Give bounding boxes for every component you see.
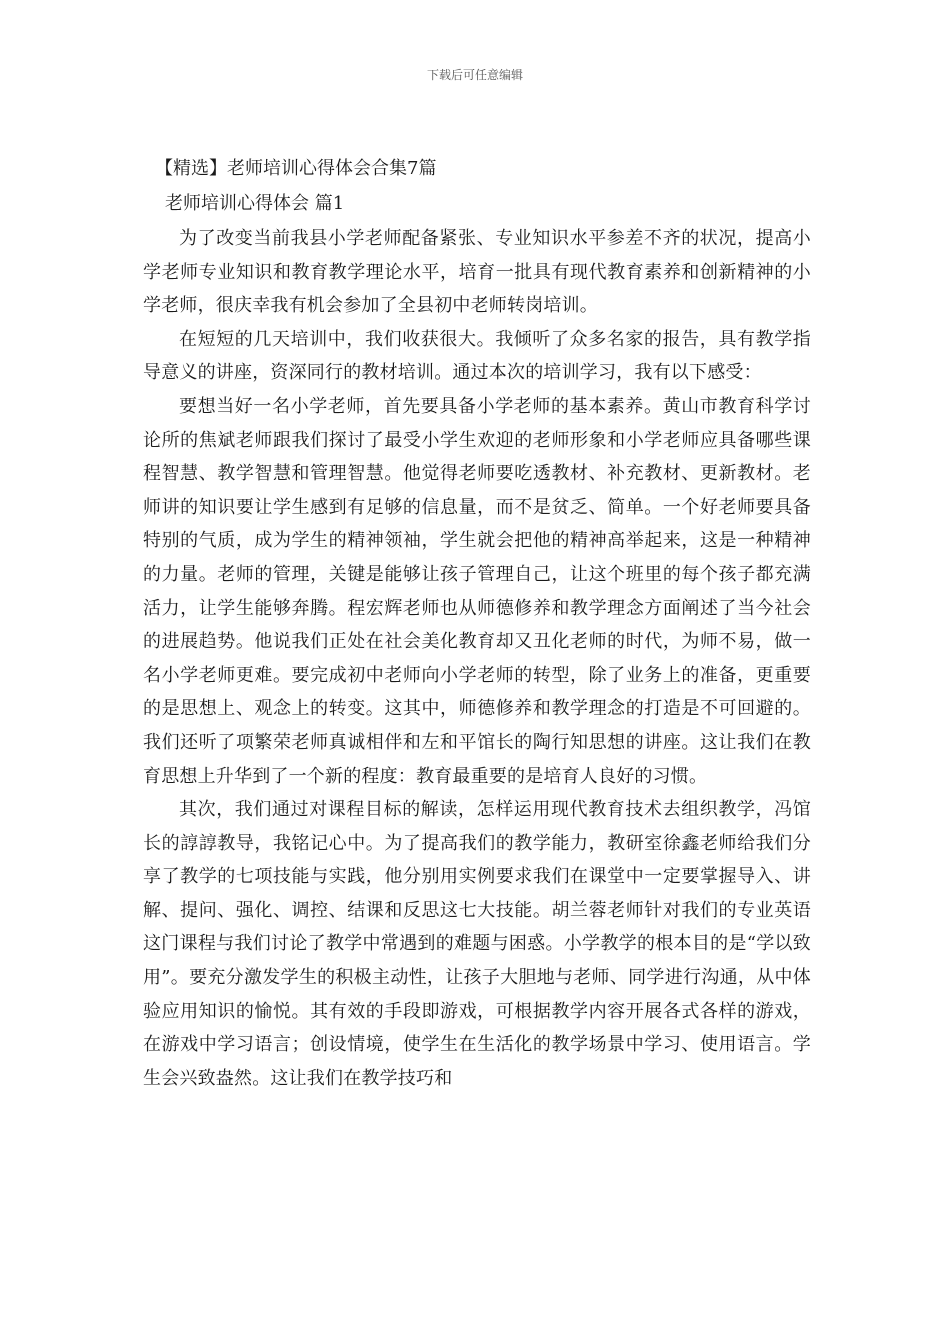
document-title: 【精选】老师培训心得体会合集7篇 <box>155 158 437 179</box>
paragraph-1: 为了改变当前我县小学老师配备紧张、专业知识水平参差不齐的状况，提高小学老师专业知识和教育教学理论水平，培育一批具有现代教育素养和创新精神的小学老师，很庆幸我有机会参加了全县初中老师转岗培训。 <box>143 228 811 317</box>
page-header-note: 下载后可任意编辑 <box>426 68 523 82</box>
paragraph-2: 在短短的几天培训中，我们收获很大。我倾听了众多名家的报告，具有教学指导意义的讲座，资深同行的教材培训。通过本次的培训学习，我有以下感受： <box>143 328 811 384</box>
paragraph-3: 要想当好一名小学老师，首先要具备小学老师的基本素养。黄山市教育科学讨论所的焦斌老师跟我们探讨了最受小学生欢迎的老师形象和小学老师应具备哪些课程智慧、教学智慧和管理智慧。他觉得老师要吃透教材、补充教材、更新教材。老师讲的知识要让学生感到有足够的信息量，而不是贫乏、简单。一个好老师要具备特别的气质，成为学生的精神领袖，学生就会把他的精神高举起来，这是一种精神的力量。老师的管理，关键是能够让孩子管理自己，让这个班里的每个孩子都充满活力，让学生能够奔腾。程宏辉老师也从师德修养和教学理念方面阐述了当今社会的进展趋势。他说我们正处在社会美化教育却又丑化老师的时代，为师不易，做一名小学老师更难。要完成初中老师向小学老师的转型，除了业务上的准备，更重要的是思想上、观念上的转变。这其中，师德修养和教学理念的打造是不可回避的。我们还听了项繁荣老师真诚相伴和左和平馆长的陶行知思想的讲座。这让我们在教育思想上升华到了一个新的程度：教育最重要的是培育人良好的习惯。 <box>143 395 811 787</box>
paragraph-4: 其次，我们通过对课程目标的解读，怎样运用现代教育技术去组织教学，冯馆长的諄諄教导，我铭记心中。为了提高我们的教学能力，教研室徐鑫老师给我们分享了教学的七项技能与实践，他分别用实例要求我们在课堂中一定要掌握导入、讲解、提问、强化、调控、结课和反思这七大技能。胡兰蓉老师针对我们的专业英语这门课程与我们讨论了教学中常遇到的难题与困惑。小学教学的根本目的是“学以致用”。要充分激发学生的积极主动性，让孩子大胆地与老师、同学进行沟通，从中体验应用知识的愉悦。其有效的手段即游戏，可根据教学内容开展各式各样的游戏，在游戏中学习语言；创设情境，使学生在生活化的教学场景中学习、使用语言。学生会兴致盎然。这让我们在教学技巧和 <box>143 799 811 1089</box>
section-title: 老师培训心得体会 篇1 <box>165 193 345 214</box>
document-body <box>143 152 811 1095</box>
